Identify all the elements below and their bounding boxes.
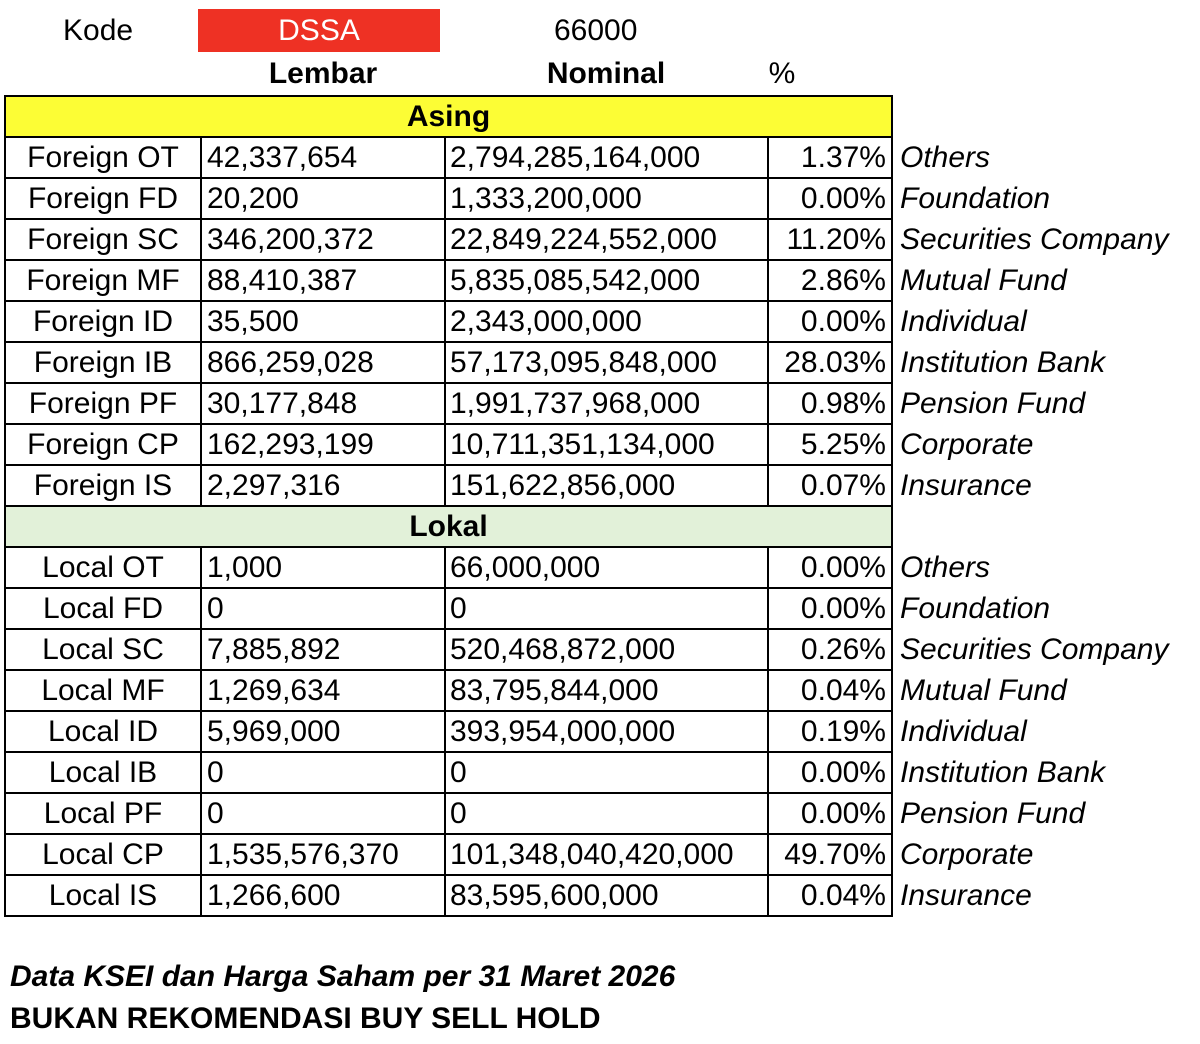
lembar-cell: 162,293,199 [201, 424, 445, 465]
table-row [5, 178, 1169, 219]
lembar-cell: 42,337,654 [201, 137, 445, 178]
investor-description: Institution Bank [900, 756, 1106, 789]
column-header-nominal: Nominal [546, 57, 666, 90]
nominal-cell: 0 [445, 793, 768, 834]
investor-type-cell: Local PF [5, 793, 201, 834]
stock-code-badge: DSSA [198, 9, 440, 52]
percent-cell: 0.04% [768, 875, 892, 916]
percent-cell: 0.26% [768, 629, 892, 670]
investor-type-cell: Foreign ID [5, 301, 201, 342]
nominal-cell: 83,595,600,000 [445, 875, 768, 916]
percent-cell: 0.00% [768, 301, 892, 342]
disclaimer: BUKAN REKOMENDASI BUY SELL HOLD [10, 1002, 601, 1035]
percent-cell: 28.03% [768, 342, 892, 383]
section-header-asing: Asing [5, 96, 892, 137]
investor-description: Others [900, 551, 991, 584]
lembar-cell: 0 [201, 588, 445, 629]
lembar-cell: 1,000 [201, 547, 445, 588]
lembar-cell: 30,177,848 [201, 383, 445, 424]
investor-description: Pension Fund [900, 387, 1086, 420]
investor-description: Corporate [900, 428, 1034, 461]
lembar-cell: 7,885,892 [201, 629, 445, 670]
lembar-cell: 1,266,600 [201, 875, 445, 916]
percent-cell: 0.00% [768, 547, 892, 588]
table-row [5, 752, 1169, 793]
investor-type-cell: Local SC [5, 629, 201, 670]
lembar-cell: 20,200 [201, 178, 445, 219]
lembar-cell: 0 [201, 752, 445, 793]
nominal-cell: 57,173,095,848,000 [445, 342, 768, 383]
table-row [5, 793, 1169, 834]
nominal-cell: 0 [445, 588, 768, 629]
table-row [5, 711, 1169, 752]
percent-cell: 0.04% [768, 670, 892, 711]
nominal-cell: 1,333,200,000 [445, 178, 768, 219]
percent-cell: 0.00% [768, 793, 892, 834]
lembar-cell: 35,500 [201, 301, 445, 342]
investor-type-cell: Local MF [5, 670, 201, 711]
investor-description: Pension Fund [900, 797, 1086, 830]
investor-type-cell: Foreign MF [5, 260, 201, 301]
percent-cell: 0.98% [768, 383, 892, 424]
table-row [5, 834, 1169, 875]
percent-cell: 5.25% [768, 424, 892, 465]
nominal-cell: 2,794,285,164,000 [445, 137, 768, 178]
investor-description: Individual [900, 715, 1027, 748]
investor-type-cell: Foreign IB [5, 342, 201, 383]
percent-cell: 0.19% [768, 711, 892, 752]
percent-cell: 0.07% [768, 465, 892, 506]
nominal-cell: 151,622,856,000 [445, 465, 768, 506]
investor-description: Insurance [900, 469, 1032, 502]
lembar-cell: 1,535,576,370 [201, 834, 445, 875]
percent-cell: 1.37% [768, 137, 892, 178]
investor-description: Securities Company [900, 223, 1169, 256]
investor-description: Mutual Fund [900, 264, 1067, 297]
table-row [5, 465, 1169, 506]
nominal-cell: 0 [445, 752, 768, 793]
investor-type-cell: Local IB [5, 752, 201, 793]
percent-cell: 0.00% [768, 588, 892, 629]
table-row [5, 342, 1169, 383]
nominal-cell: 66,000,000 [445, 547, 768, 588]
percent-cell: 11.20% [768, 219, 892, 260]
investor-description: Others [900, 141, 991, 174]
section-row [5, 506, 1169, 547]
nominal-cell: 1,991,737,968,000 [445, 383, 768, 424]
nominal-cell: 10,711,351,134,000 [445, 424, 768, 465]
lembar-cell: 346,200,372 [201, 219, 445, 260]
lembar-cell: 88,410,387 [201, 260, 445, 301]
table-row [5, 260, 1169, 301]
nominal-cell: 2,343,000,000 [445, 301, 768, 342]
lembar-cell: 0 [201, 793, 445, 834]
investor-description: Corporate [900, 838, 1034, 871]
investor-type-cell: Foreign IS [5, 465, 201, 506]
percent-cell: 49.70% [768, 834, 892, 875]
percent-cell: 2.86% [768, 260, 892, 301]
kode-label: Kode [63, 14, 134, 47]
table-row [5, 219, 1169, 260]
investor-type-cell: Local IS [5, 875, 201, 916]
lembar-cell: 1,269,634 [201, 670, 445, 711]
table-row [5, 588, 1169, 629]
investor-type-cell: Foreign PF [5, 383, 201, 424]
investor-type-cell: Foreign CP [5, 424, 201, 465]
investor-description: Institution Bank [900, 346, 1106, 379]
column-header-percent: % [768, 57, 796, 90]
stock-price: 66000 [554, 14, 638, 47]
nominal-cell: 83,795,844,000 [445, 670, 768, 711]
section-header-lokal: Lokal [5, 506, 892, 547]
investor-description: Securities Company [900, 633, 1169, 666]
table-row [5, 670, 1169, 711]
lembar-cell: 2,297,316 [201, 465, 445, 506]
investor-description: Insurance [900, 879, 1032, 912]
nominal-cell: 22,849,224,552,000 [445, 219, 768, 260]
investor-type-cell: Local CP [5, 834, 201, 875]
table-row [5, 424, 1169, 465]
investor-type-cell: Foreign FD [5, 178, 201, 219]
section-row [5, 96, 1169, 137]
investor-description: Foundation [900, 592, 1051, 625]
table-row [5, 629, 1169, 670]
table-row [5, 547, 1169, 588]
investor-description: Foundation [900, 182, 1051, 215]
nominal-cell: 101,348,040,420,000 [445, 834, 768, 875]
investor-description: Individual [900, 305, 1027, 338]
column-header-lembar: Lembar [268, 57, 378, 90]
investor-type-cell: Local FD [5, 588, 201, 629]
data-source-note: Data KSEI dan Harga Saham per 31 Maret 2026 [10, 960, 676, 993]
lembar-cell: 866,259,028 [201, 342, 445, 383]
nominal-cell: 520,468,872,000 [445, 629, 768, 670]
table-row [5, 875, 1169, 916]
table-row [5, 301, 1169, 342]
ownership-table [4, 95, 1170, 917]
table-row [5, 383, 1169, 424]
investor-type-cell: Local ID [5, 711, 201, 752]
table-row [5, 137, 1169, 178]
investor-type-cell: Foreign OT [5, 137, 201, 178]
lembar-cell: 5,969,000 [201, 711, 445, 752]
nominal-cell: 5,835,085,542,000 [445, 260, 768, 301]
investor-type-cell: Local OT [5, 547, 201, 588]
nominal-cell: 393,954,000,000 [445, 711, 768, 752]
percent-cell: 0.00% [768, 178, 892, 219]
investor-description: Mutual Fund [900, 674, 1067, 707]
investor-type-cell: Foreign SC [5, 219, 201, 260]
percent-cell: 0.00% [768, 752, 892, 793]
